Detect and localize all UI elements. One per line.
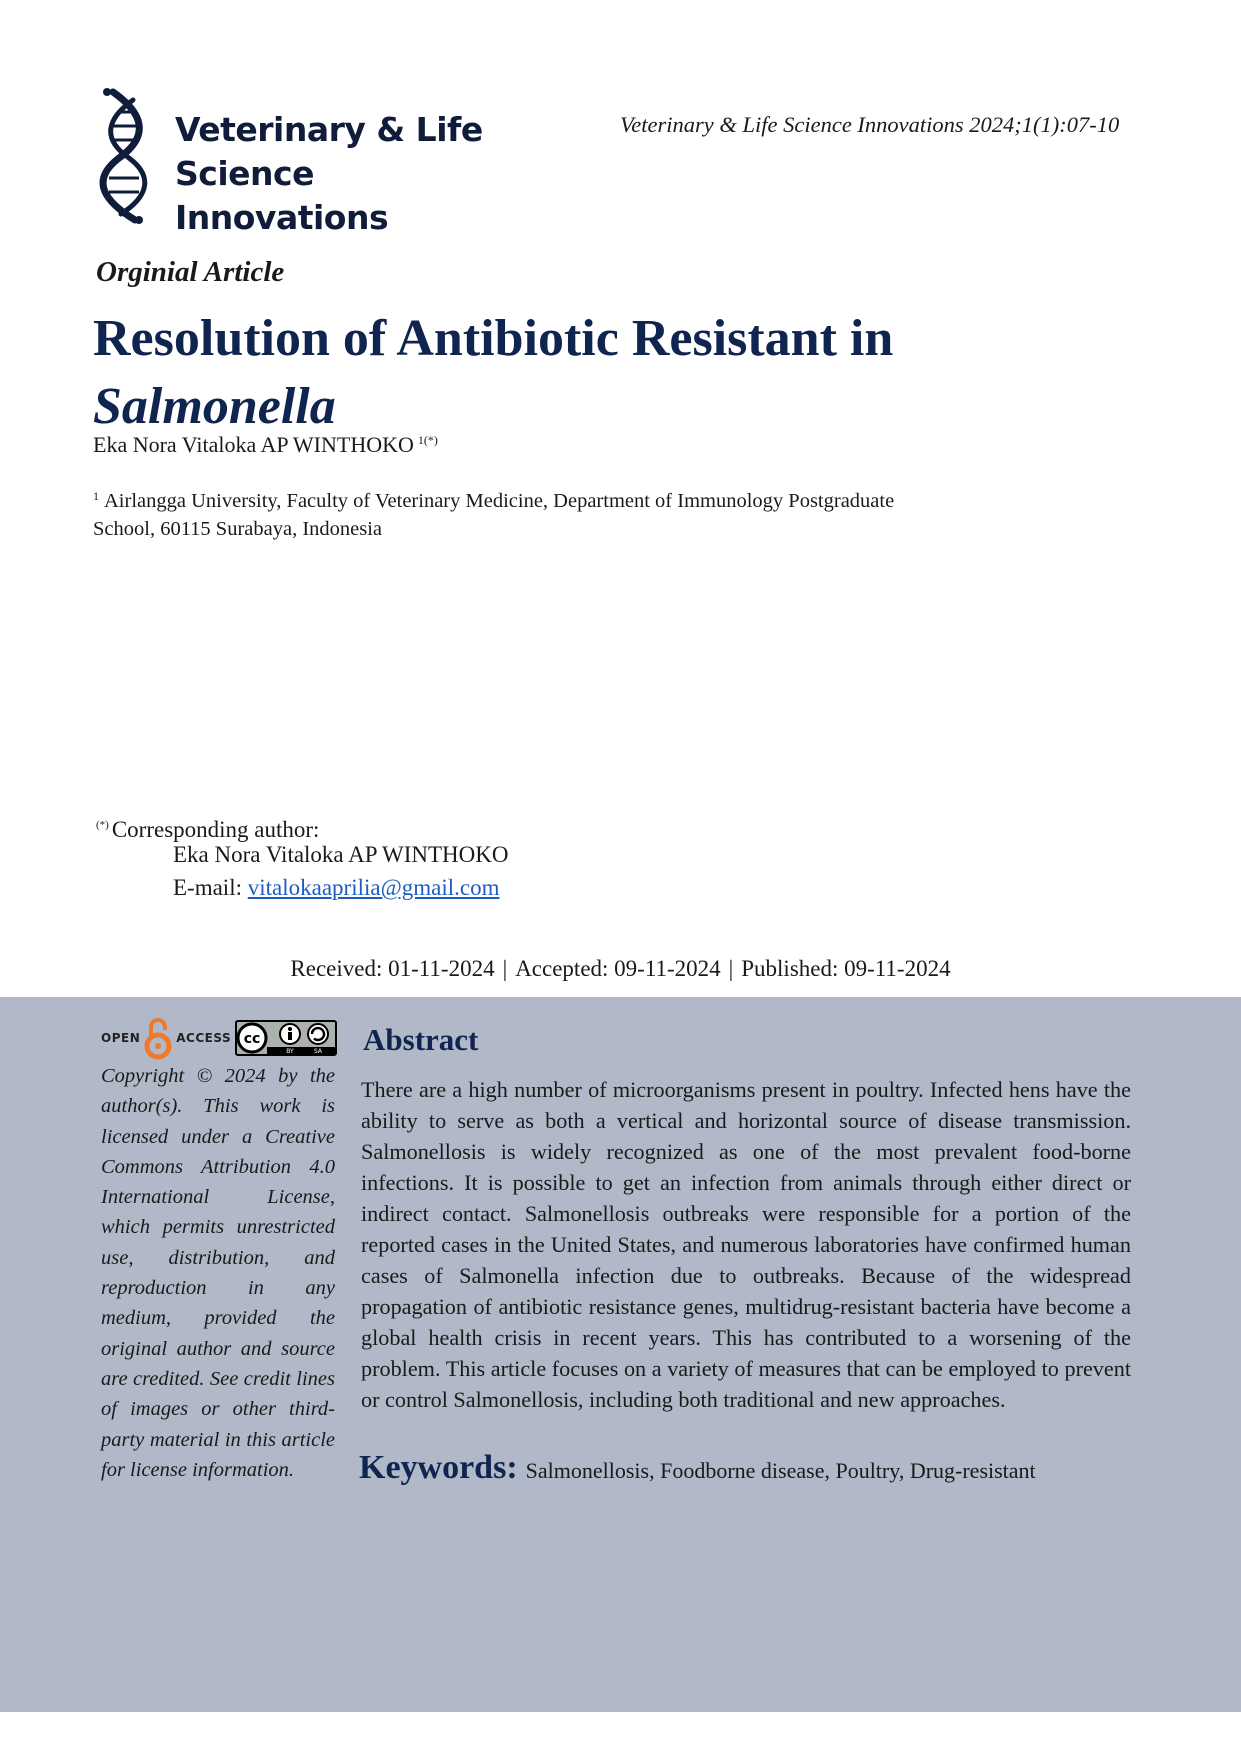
sa-label: SA [314, 1048, 323, 1055]
keywords [359, 1449, 1036, 1487]
corresponding-author-label [96, 809, 319, 846]
date-separator: | [502, 956, 508, 981]
article-title [93, 305, 1093, 441]
abstract-body: There are a high number of microorganisms present in poultry. Infected hens have the ability to serve as both a vertical and horizontal source of disease transmission. Salmonellosis is widely recognized as one of the most prevalent food-borne infections. It is possible to get an infection from animals through either direct or indirect contact. Salmonellosis outbreaks were responsible for a portion of the reported cases in the United States, and numerous laboratories have confirmed human cases of Salmonella infection due to outbreaks. Because of the widespread propagation of antibiotic resistance genes, multidrug-resistant bacteria have become a global health crisis in recent years. This has contributed to a worsening of the problem. This article focuses on a variety of measures that can be employed to prevent or control Salmonellosis, including both traditional and new approaches. [361, 1077, 1131, 1412]
author-name: Eka Nora Vitaloka AP WINTHOKO [93, 432, 414, 457]
abstract-heading: Abstract [363, 1022, 479, 1057]
received-date: Received: 01-11-2024 [290, 956, 495, 981]
open-label: OPEN [101, 1031, 141, 1045]
keywords-label: Keywords: [359, 1449, 518, 1486]
journal-name-line1: Veterinary & Life Science [175, 110, 483, 193]
cc-by-sa-icon [235, 1020, 337, 1056]
keywords-list: Salmonellosis, Foodborne disease, Poultry, Drug-resistant [525, 1458, 1036, 1483]
accepted-date: Accepted: 09-11-2024 [515, 956, 721, 981]
affiliation-marker: 1 [93, 489, 99, 503]
email-label: E-mail: [173, 875, 242, 900]
by-label: BY [286, 1048, 294, 1055]
article-title-main: Resolution of Antibiotic Resistant in [93, 310, 894, 367]
open-access-badge [101, 1016, 337, 1060]
corresponding-email-line [173, 875, 499, 901]
journal-name [175, 108, 615, 240]
article-type: Orginial Article [96, 256, 285, 288]
published-date: Published: 09-11-2024 [741, 956, 951, 981]
article-title-italic: Salmonella [93, 378, 336, 435]
author-marker: 1(*) [417, 433, 438, 447]
access-label: ACCESS [176, 1031, 232, 1045]
corresponding-marker: (*) [96, 819, 109, 831]
journal-citation: Veterinary & Life Science Innovations 2024;1(1):07-10 [620, 112, 1120, 137]
affiliation [93, 482, 1013, 543]
dna-helix-logo-icon [95, 86, 157, 224]
affiliation-line1: Airlangga University, Faculty of Veterinary Medicine, Department of Immunology Postgraduate [104, 490, 895, 512]
journal-name-line2: Innovations [175, 198, 389, 237]
corresponding-name: Eka Nora Vitaloka AP WINTHOKO [173, 842, 509, 867]
corresponding-label: Corresponding author: [111, 817, 320, 842]
open-access-lock-icon [143, 1016, 173, 1060]
copyright-notice: Copyright © 2024 by the author(s). This work is licensed under a Creative Commons Attribution 4.0 International License, which permits unrestricted use, distribution, and reproduction in any medium, provided the original author and source are credited. See credit lines of images or other third-party material in this article for license information. [101, 1065, 335, 1481]
cc-text: cc [243, 1031, 261, 1047]
email-link[interactable]: vitalokaaprilia@gmail.com [247, 875, 500, 900]
author-line [93, 432, 438, 458]
affiliation-line2: School, 60115 Surabaya, Indonesia [93, 518, 383, 540]
date-separator: | [728, 956, 734, 981]
publication-dates [0, 956, 1241, 982]
